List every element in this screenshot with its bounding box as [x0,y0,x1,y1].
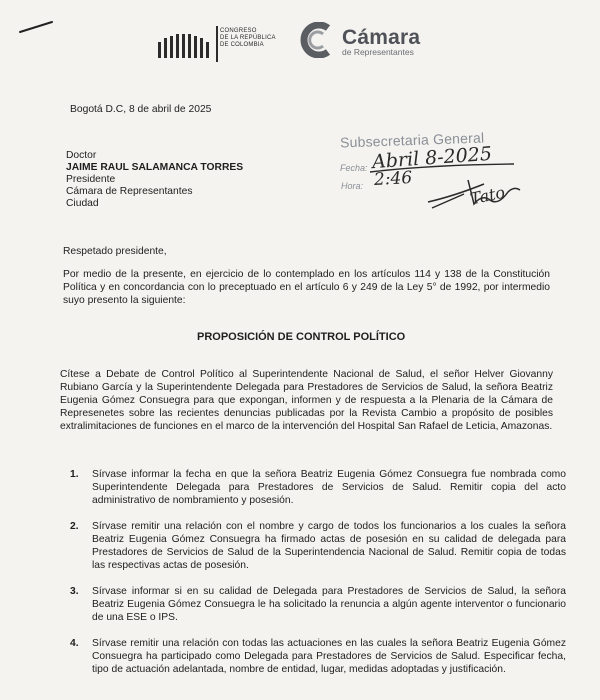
stamp-hora-label: Hora: [341,181,364,191]
place-date: Bogotá D.C, 8 de abril de 2025 [70,104,212,115]
logo-divider [216,26,218,62]
congress-name: CONGRESO DE LA REPÚBLICA DE COLOMBIA [220,28,276,48]
recipient-city: Ciudad [66,198,99,209]
item-text: Sírvase informar la fecha en que la señora Beatriz Eugenia Gómez Consuegra fue nombrada como Superintendente Delegada para Prestadores de Servicios de Salud. Remitir copia del acto administrativo de nombramiento y posesión. [92,469,566,506]
item-text: Sírvase remitir una relación con el nombre y cargo de todos los funcionarios a los cuales la señora Beatriz Eugenia Gómez Consuegra ha firmado actas de posesión en su calidad de delegada para Prestadores de Servicios de Salud de la Superintendencia Nacional de Salud. Remitir copia de todas las respectivas actas de posesión. [92,521,566,571]
recipient-org: Cámara de Representantes [66,186,193,197]
camara-brand-name: Cámara [342,26,421,49]
intro-paragraph: Por medio de la presente, en ejercicio de lo contemplado en los artículos 114 y 138 de la Constitución Política y en concordancia con lo preceptuado en el artículo 6 y 249 de la Ley 5° de 1992, por intermedio suyo presento la siguiente: [63,269,550,306]
list-item [70,585,566,624]
pen-stroke-mark [18,18,58,38]
congress-logo [158,18,278,62]
stamp-title: Subsecretaria General [339,129,485,151]
capitol-columns-icon [158,30,212,58]
recipient-role: Presidente [66,174,116,185]
recipient-name: JAIME RAUL SALAMANCA TORRES [66,162,244,173]
item-number: 4. [70,638,79,649]
item-text: Sírvase informar si en su calidad de Delegada para Prestadores de Servicios de Salud, la señora Beatriz Eugenia Gómez Consuegra le ha solicitado la renuncia a algún agente interventor o funcionario de una ESE o IPS. [92,586,566,623]
list-item [70,468,566,507]
questions-list [70,468,566,676]
camara-c-icon [298,22,336,58]
handwritten-time: 2:46 [373,168,413,190]
signature: Tato [468,182,507,209]
recipient-title: Doctor [66,150,97,161]
stamp-fecha-label: Fecha: [340,163,368,173]
item-text: Sírvase remitir una relación con todas las actuaciones en las cuales la señora Beatriz Eugenia Gómez Consuegra ha participado como Delegada para Prestadores de Servicios de Salud. Especificar fecha, tipo de actuación adelantada, nombre de entidad, lugar, medidas adoptadas y justificación. [92,638,566,675]
proposition-heading: PROPOSICIÓN DE CONTROL POLÍTICO [197,331,406,343]
item-number: 1. [70,469,79,480]
citation-paragraph: Cítese a Debate de Control Político al Superintendente Nacional de Salud, el señor Helver Giovanny Rubiano García y la Superintendente Delegada para Prestadores de Servicios de Salud, la señora Beatriz Eugenia Gómez Consuegra para que expongan, informen y de respuesta a la Plenaria de la Cámara de Represenetes sobre las recientes denuncias publicadas por la Revista Cambio a propósito de posibles extralimitaciones de funciones en el marco de la intervención del Hospital San Rafael de Leticia, Amazonas. [60,369,553,432]
item-number: 3. [70,586,79,597]
salutation: Respetado presidente, [63,246,167,257]
handwritten-date: Abril 8-2025 [371,142,493,174]
item-number: 2. [70,521,79,532]
camara-brand-sub: de Representantes [342,47,414,57]
list-item [70,520,566,572]
camara-logo [298,20,458,60]
list-item [70,637,566,676]
